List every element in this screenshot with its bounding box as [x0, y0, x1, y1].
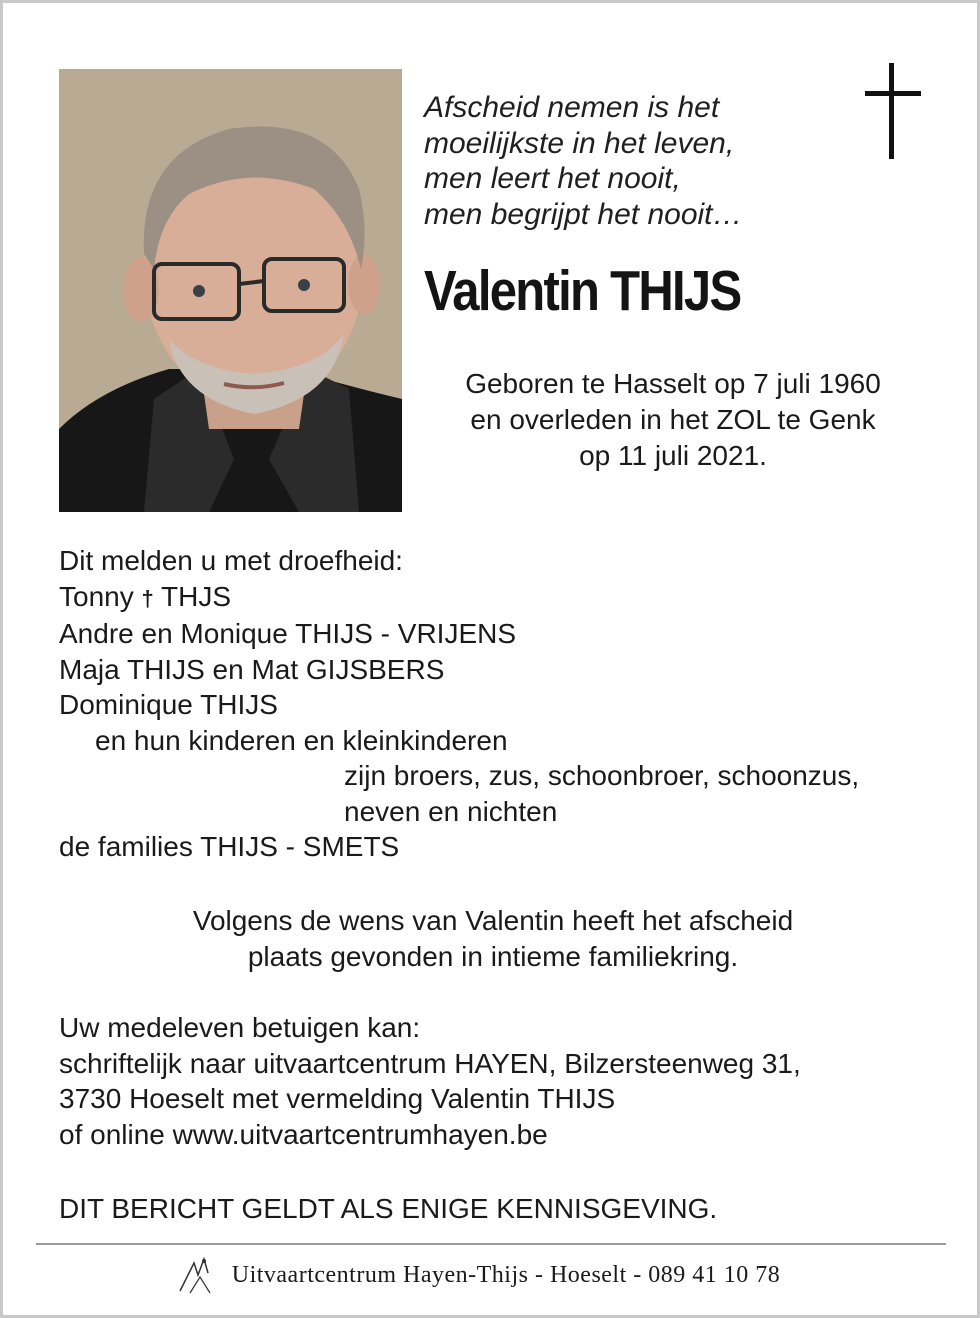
notice: DIT BERICHT GELDT ALS ENIGE KENNISGEVING.: [59, 1193, 718, 1224]
born-line: op 11 juli 2021.: [579, 440, 767, 471]
family-families: de families THIJS - SMETS: [59, 831, 400, 862]
poem-line: men leert het nooit,: [424, 162, 681, 195]
condolence-line: schriftelijk naar uitvaartcentrum HAYEN, Bilzersteenweg 31,: [59, 1047, 801, 1079]
condolence-line: Uw medeleven betuigen kan:: [59, 1012, 421, 1043]
poem-line: Afscheid nemen is het: [424, 91, 720, 124]
poem-line: men begrijpt het nooit…: [424, 197, 743, 231]
poem: [424, 90, 743, 232]
footer-text: Uitvaartcentrum Hayen-Thijs - Hoeselt - 089 41 10 78: [231, 1261, 781, 1288]
wish-line: Volgens de wens van Valentin heeft het afscheid: [192, 905, 794, 936]
family-member: Maja THIJS en Mat GIJSBERS: [59, 653, 445, 685]
born-line: Geboren te Hasselt op 7 juli 1960: [465, 368, 881, 399]
funeral-home-logo-icon: [176, 1255, 220, 1295]
birth-death-info: [403, 366, 943, 474]
condolence-info: [59, 1010, 801, 1152]
farewell-note: [3, 903, 980, 975]
deceased-name: Valentin THIJS: [424, 259, 741, 323]
family-intro: Dit melden u met droefheid:: [59, 545, 403, 576]
family-siblings: zijn broers, zus, schoonbroer, schoonzus,: [344, 760, 860, 791]
wish-line: plaats gevonden in intieme familiekring.: [247, 941, 739, 972]
divider: [36, 1243, 946, 1245]
deceased-cross-icon: †: [141, 585, 154, 611]
portrait-photo: [59, 69, 402, 512]
family-descendants: en hun kinderen en kleinkinderen: [95, 724, 508, 756]
family-member: Dominique THIJS: [59, 689, 278, 720]
tonny-first: Tonny: [59, 580, 134, 612]
poem-line: moeilijkste in het leven,: [424, 126, 735, 160]
condolence-line: of online www.uitvaartcentrumhayen.be: [59, 1118, 548, 1150]
family-member: [59, 579, 859, 617]
condolence-line: 3730 Hoeselt met vermelding Valentin THIJS: [59, 1083, 616, 1114]
family-list: [59, 543, 859, 865]
footer: [3, 1255, 980, 1295]
born-line: en overleden in het ZOL te Genk: [470, 404, 876, 435]
tonny-last: THJS: [161, 580, 232, 612]
family-member: Andre en Monique THIJS - VRIJENS: [59, 618, 517, 649]
family-cousins: neven en nichten: [344, 795, 558, 827]
cross-icon: [865, 63, 921, 159]
